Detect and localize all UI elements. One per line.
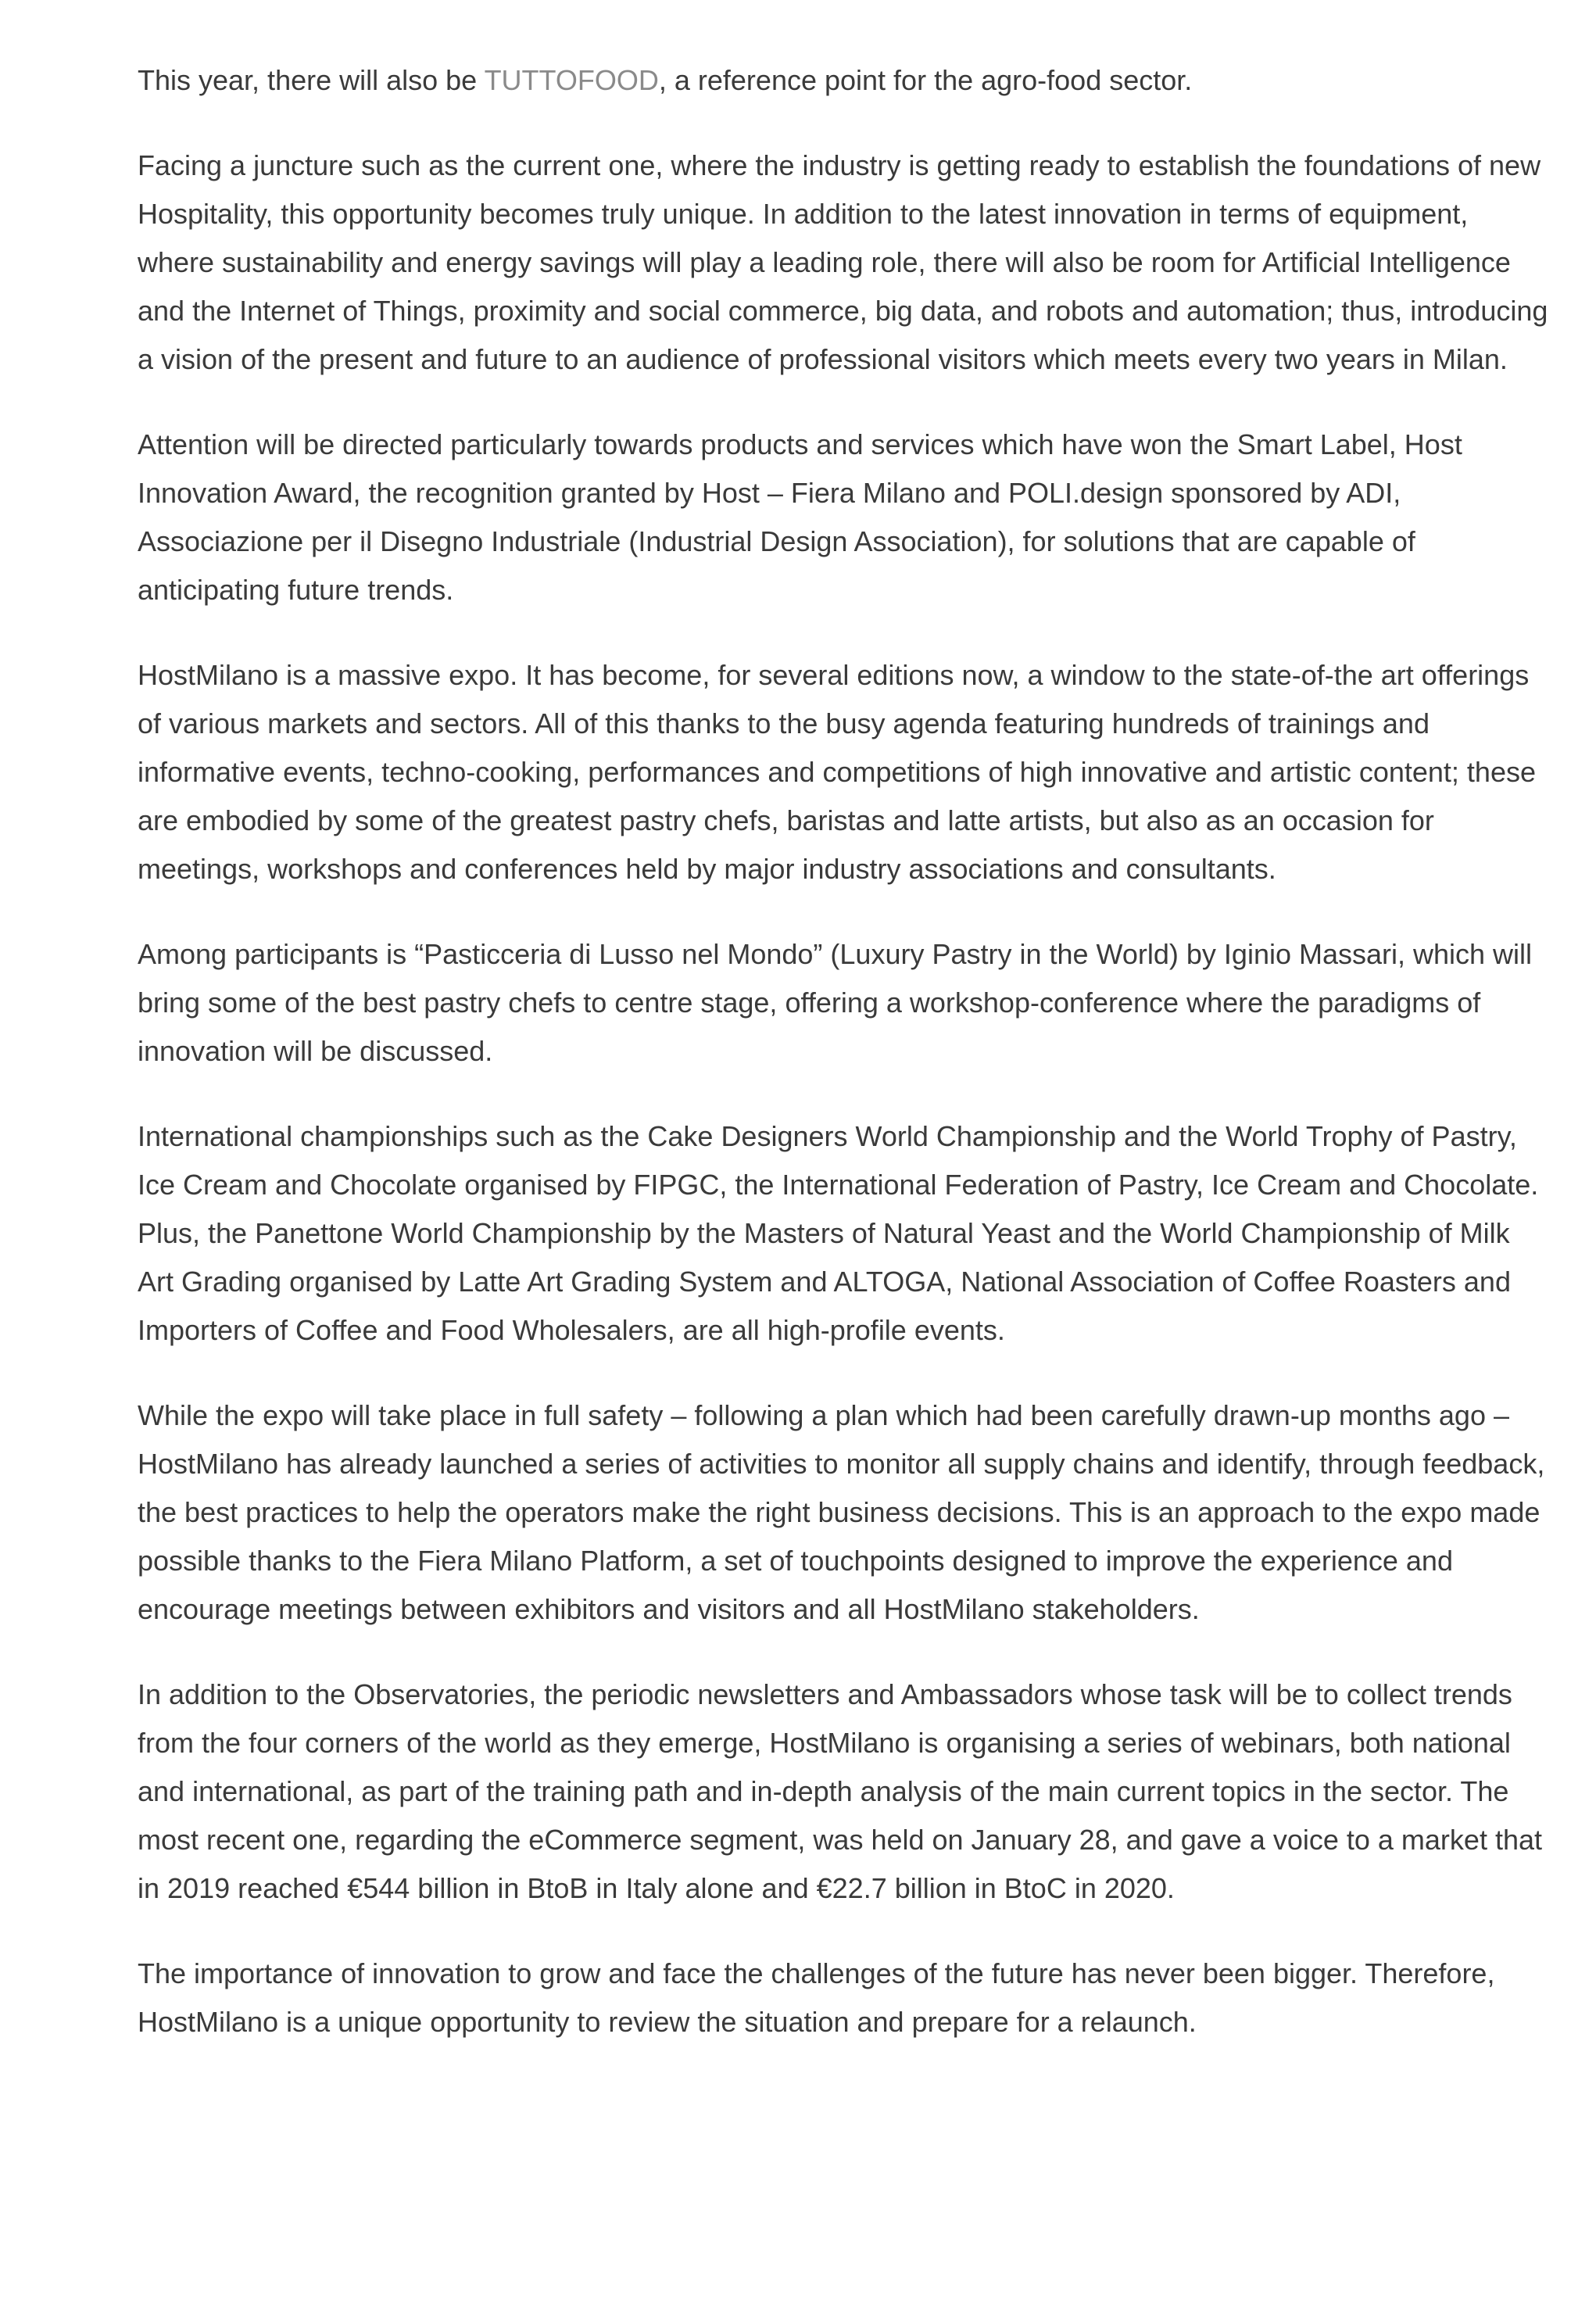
paragraph-smart-label: Attention will be directed particularly towards products and services which have won the Smart Label, Host Innovation Award, the recognition granted by Host – Fiera Milano and POLI.design sponsored by ADI, Associazione per il Disegno Industriale (Industrial Design Association), for solutions that are capable of anticipating future trends. (138, 428, 1462, 606)
paragraph-championships: International championships such as the Cake Designers World Championship and the World Trophy of Pastry, Ice Cream and Chocolate organised by FIPGC, the International Federation of Pastry, Ice Cream and Chocolate. Plus, the Panettone World Championship by the Masters of Natural Yeast and the World Championship of Milk Art Grading organised by Latte Art Grading System and ALTOGA, National Association of Coffee Roasters and Importers of Coffee and Food Wholesalers, are all high-profile events. (138, 1120, 1539, 1346)
paragraph-tuttofood-text-after: , a reference point for the agro-food sector. (658, 64, 1193, 96)
paragraph-participants: Among participants is “Pasticceria di Lusso nel Mondo” (Luxury Pastry in the World) by Iginio Massari, which will bring some of the best pastry chefs to centre stage, offering a workshop-conference where the paradigms of innovation will be discussed. (138, 938, 1533, 1067)
paragraph-innovation: The importance of innovation to grow and face the challenges of the future has never been bigger. Therefore, HostMilano is a unique opportunity to review the situation and prepare for a relaunch. (138, 1957, 1495, 2038)
paragraph-tuttofood-text-before: This year, there will also be (138, 64, 485, 96)
paragraph-webinars: In addition to the Observatories, the periodic newsletters and Ambassadors whose task will be to collect trends from the four corners of the world as they emerge, HostMilano is organising a series of webinars, both national and international, as part of the training path and in-depth analysis of the main current topics in the sector. The most recent one, regarding the eCommerce segment, was held on January 28, and gave a voice to a market that in 2019 reached €544 billion in BtoB in Italy alone and €22.7 billion in BtoC in 2020. (138, 1678, 1542, 1904)
tuttofood-link[interactable]: TUTTOFOOD (484, 64, 659, 96)
paragraph-new-hospitality: Facing a juncture such as the current one, where the industry is getting ready to establish the foundations of new Hospitality, this opportunity becomes truly unique. In addition to the latest innovation in terms of equipment, where sustainability and energy savings will play a leading role, there will also be room for Artificial Intelligence and the Internet of Things, proximity and social commerce, big data, and robots and automation; thus, introducing a vision of the present and future to an audience of professional visitors which meets every two years in Milan. (138, 149, 1548, 375)
paragraph-tuttofood (138, 56, 1551, 105)
paragraph-massive-expo: HostMilano is a massive expo. It has become, for several editions now, a window to the state-of-the art offerings of various markets and sectors. All of this thanks to the busy agenda featuring hundreds of trainings and informative events, techno-cooking, performances and competitions of high innovative and artistic content; these are embodied by some of the greatest pastry chefs, baristas and latte artists, but also as an occasion for meetings, workshops and conferences held by major industry associations and consultants. (138, 659, 1536, 885)
article-body (138, 56, 1551, 2046)
paragraph-safety: While the expo will take place in full safety – following a plan which had been carefully drawn-up months ago – HostMilano has already launched a series of activities to monitor all supply chains and identify, through feedback, the best practices to help the operators make the right business decisions. This is an approach to the expo made possible thanks to the Fiera Milano Platform, a set of touchpoints designed to improve the experience and encourage meetings between exhibitors and visitors and all HostMilano stakeholders. (138, 1399, 1545, 1625)
